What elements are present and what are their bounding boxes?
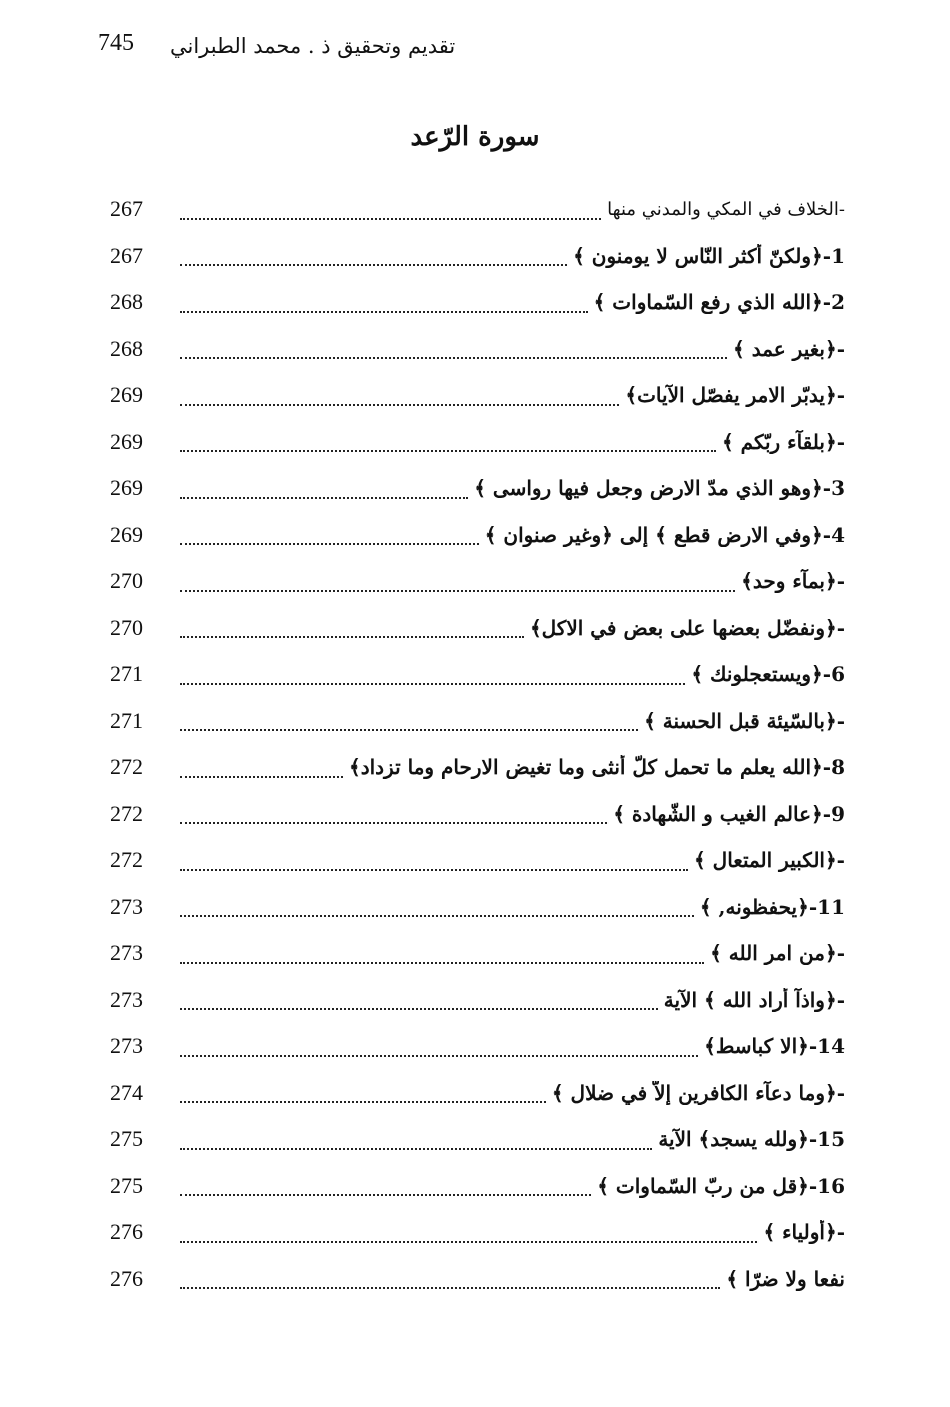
toc-row bbox=[110, 465, 845, 512]
toc-entry: 1-﴿ولكنّ أكثر النّاس لا يومنون ﴾ bbox=[573, 243, 845, 268]
toc-row bbox=[110, 1163, 845, 1210]
toc-entry: -﴿أولياء ﴾ bbox=[763, 1220, 845, 1245]
dot-leader bbox=[180, 543, 479, 545]
toc-page-number: 275 bbox=[110, 1172, 143, 1198]
toc-entry: 3-﴿وهو الذي مدّ الارض وجعل فيها رواسى ﴾ bbox=[474, 476, 845, 501]
toc-page-number: 270 bbox=[110, 614, 143, 640]
dot-leader bbox=[180, 497, 468, 499]
toc-row bbox=[110, 977, 845, 1024]
toc-row bbox=[110, 372, 845, 419]
toc-row bbox=[110, 1116, 845, 1163]
toc-row bbox=[110, 1070, 845, 1117]
toc-row bbox=[110, 326, 845, 373]
toc-page-number: 270 bbox=[110, 568, 143, 594]
surah-title: سورة الرّعد bbox=[410, 122, 540, 152]
toc-page-number: 273 bbox=[110, 893, 143, 919]
toc-page-number: 267 bbox=[110, 242, 143, 268]
toc-entry: 9-﴿عالم الغيب و الشّهادة ﴾ bbox=[613, 801, 845, 826]
dot-leader bbox=[180, 311, 588, 313]
dot-leader bbox=[180, 590, 735, 592]
toc-page-number: 273 bbox=[110, 940, 143, 966]
toc-entry: 11-﴿يحفظونه, ﴾ bbox=[699, 894, 845, 919]
toc-entry: -﴿الكبير المتعال ﴾ bbox=[694, 848, 845, 873]
toc-row bbox=[110, 1256, 845, 1303]
toc-entry: 2-﴿الله الذي رفع السّماوات ﴾ bbox=[593, 290, 845, 315]
toc-row bbox=[110, 279, 845, 326]
toc-entry: 6-﴿ويستعجلونك ﴾ bbox=[691, 662, 845, 687]
toc-page-number: 268 bbox=[110, 289, 143, 315]
dot-leader bbox=[180, 1101, 546, 1103]
toc-page-number: 276 bbox=[110, 1265, 143, 1291]
toc-entry: -﴿بالسّيئة قبل الحسنة ﴾ bbox=[644, 708, 845, 733]
toc-entry: 4-﴿وفي الارض قطع ﴾ إلى ﴿وغير صنوان ﴾ bbox=[484, 522, 845, 547]
toc-page-number: 273 bbox=[110, 986, 143, 1012]
toc-row bbox=[110, 186, 845, 233]
toc-entry: -﴿وما دعآء الكافرين إلاّ في ضلال ﴾ bbox=[551, 1080, 845, 1105]
toc-row bbox=[110, 512, 845, 559]
toc-page-number: 273 bbox=[110, 1033, 143, 1059]
toc-row bbox=[110, 419, 845, 466]
toc-page-number: 267 bbox=[110, 196, 143, 222]
toc-row bbox=[110, 837, 845, 884]
toc-entry: 14-﴿الا كباسط﴾ bbox=[704, 1034, 845, 1059]
toc-row bbox=[110, 233, 845, 280]
toc-page-number: 275 bbox=[110, 1126, 143, 1152]
toc-entry: -﴿بلقآء ربّكم ﴾ bbox=[721, 429, 845, 454]
toc-row bbox=[110, 791, 845, 838]
toc-row bbox=[110, 930, 845, 977]
toc-row bbox=[110, 605, 845, 652]
toc-entry: 16-﴿قل من ربّ السّماوات ﴾ bbox=[597, 1173, 845, 1198]
dot-leader bbox=[180, 776, 343, 778]
dot-leader bbox=[180, 264, 567, 266]
toc-entry: 15-﴿ولله يسجد﴾ الآية bbox=[658, 1127, 845, 1152]
dot-leader bbox=[180, 869, 688, 871]
running-header: تقديم وتحقيق ذ . محمد الطبراني bbox=[170, 34, 456, 58]
toc-row bbox=[110, 1209, 845, 1256]
toc-page-number: 272 bbox=[110, 754, 143, 780]
toc-page-number: 272 bbox=[110, 800, 143, 826]
toc-page-number: 274 bbox=[110, 1079, 143, 1105]
dot-leader bbox=[180, 915, 694, 917]
toc-entry: -﴿من امر الله ﴾ bbox=[710, 941, 845, 966]
dot-leader bbox=[180, 1287, 720, 1289]
toc-page-number: 269 bbox=[110, 475, 143, 501]
toc-page-number: 271 bbox=[110, 661, 143, 687]
toc-row bbox=[110, 651, 845, 698]
toc-entry: -﴿بمآء وحد﴾ bbox=[741, 569, 845, 594]
toc-row bbox=[110, 558, 845, 605]
dot-leader bbox=[180, 683, 685, 685]
dot-leader bbox=[180, 404, 619, 406]
toc-entry: -﴿ونفضّل بعضها على بعض في الاكل﴾ bbox=[529, 615, 845, 640]
toc-entry: -﴿واذآ أراد الله ﴾ الآية bbox=[663, 987, 845, 1012]
toc-entry: -الخلاف في المكي والمدني منها bbox=[607, 198, 845, 220]
toc-page-number: 271 bbox=[110, 707, 143, 733]
toc-entry: -﴿يدبّر الامر يفصّل الآيات﴾ bbox=[625, 383, 845, 408]
page-number: 745 bbox=[98, 30, 134, 56]
dot-leader bbox=[180, 1148, 652, 1150]
dot-leader bbox=[180, 962, 704, 964]
toc-entry: 8-﴿الله يعلم ما تحمل كلّ أنثى وما تغيض الارحام وما تزداد﴾ bbox=[348, 755, 845, 780]
dot-leader bbox=[180, 1241, 757, 1243]
toc-row bbox=[110, 744, 845, 791]
toc-row bbox=[110, 1023, 845, 1070]
dot-leader bbox=[180, 1055, 698, 1057]
table-of-contents bbox=[110, 186, 845, 1302]
toc-page-number: 269 bbox=[110, 521, 143, 547]
toc-page-number: 269 bbox=[110, 428, 143, 454]
toc-row bbox=[110, 884, 845, 931]
toc-entry: -﴿بغير عمد ﴾ bbox=[733, 336, 845, 361]
dot-leader bbox=[180, 1194, 591, 1196]
dot-leader bbox=[180, 218, 601, 220]
dot-leader bbox=[180, 729, 638, 731]
toc-page-number: 268 bbox=[110, 335, 143, 361]
toc-page-number: 272 bbox=[110, 847, 143, 873]
dot-leader bbox=[180, 636, 524, 638]
toc-row bbox=[110, 698, 845, 745]
dot-leader bbox=[180, 822, 607, 824]
toc-page-number: 269 bbox=[110, 382, 143, 408]
dot-leader bbox=[180, 357, 727, 359]
toc-page-number: 276 bbox=[110, 1219, 143, 1245]
toc-entry: نفعا ولا ضرّا ﴾ bbox=[726, 1266, 845, 1291]
dot-leader bbox=[180, 450, 716, 452]
dot-leader bbox=[180, 1008, 658, 1010]
